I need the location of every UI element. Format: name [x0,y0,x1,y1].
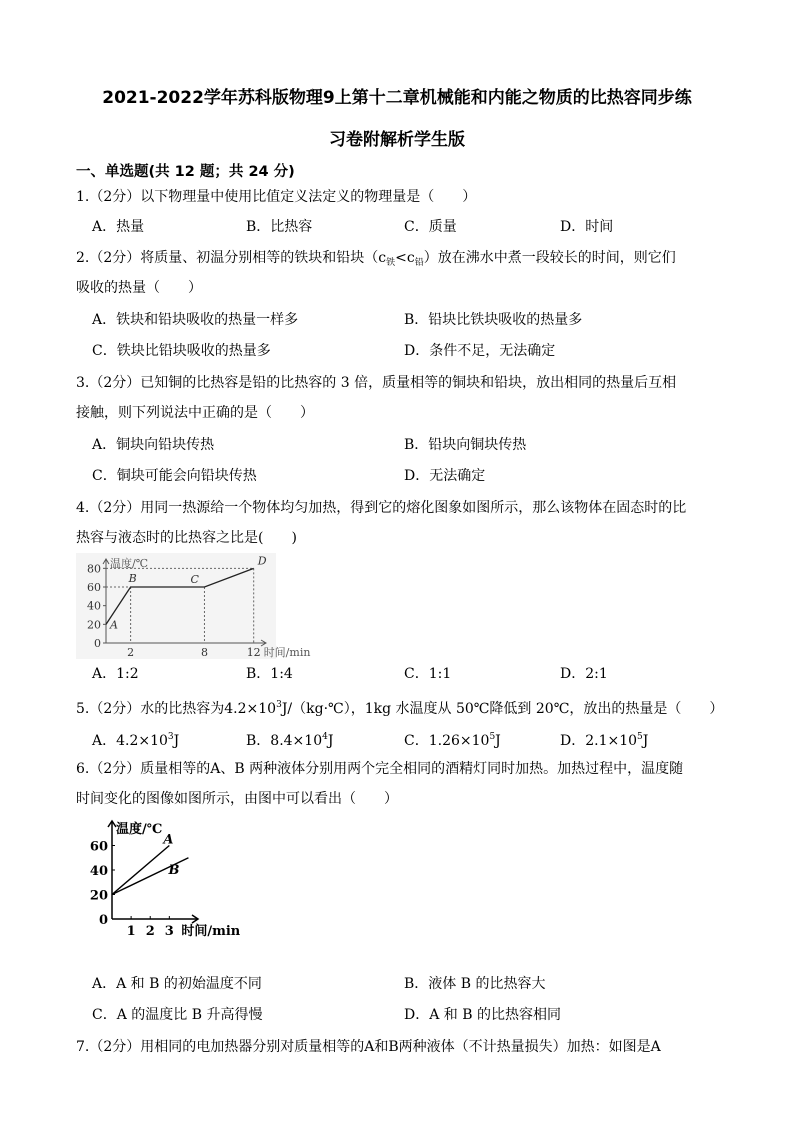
point-label-d: D [257,554,267,568]
question-2-stem-line-2: 吸收的热量（ ） [76,280,202,296]
question-6-option-a: A．A 和 B 的初始温度不同 [92,976,262,992]
question-3-stem: 3.（2分）已知铜的比热容是铅的比热容的 3 倍，质量相等的铜块和铅块，放出相同的热量后互相 [76,375,677,391]
x-tick-label: 2 [127,646,135,659]
question-2-stem: 2.（2分）将质量、初温分别相等的铁块和铅块$(c_铁<c_铅)$放在沸水中煮一段较长的时间，则它们 [76,250,676,268]
question-4-option-b: B．1:4 [246,666,293,682]
y-tick-label: 20 [87,618,101,632]
question-6-option-d: D．A 和 B 的比热容相同 [404,1007,561,1023]
y-tick-label: 0 [94,637,101,650]
point-label-c: C [190,573,199,586]
question-6-stem: 6.（2分）质量相等的A、B 两种液体分别用两个完全相同的酒精灯同时加热。加热过程中，温度随 [76,761,684,777]
y-tick-label: 0 [98,913,108,928]
y-tick-label: 20 [89,888,108,904]
question-7-stem: 7.（2分）用相同的电加热器分别对质量相等的A和B两种液体（不计热量损失）加热：如图是A [76,1039,661,1055]
x-axis-label: 时间/min [181,924,241,939]
y-tick-label: 60 [87,581,101,594]
question-2-option-c: C．铁块比铅块吸收的热量多 [92,343,271,359]
question-5-option-b: B．$8.4\times 10^4J$ [246,732,334,749]
question-2-option-b: B．铅块比铁块吸收的热量多 [404,312,583,328]
temperature-time-graph [80,815,270,937]
question-1-option-a: A．热量 [92,219,145,235]
question-3-option-d: D．无法确定 [404,468,486,484]
question-5-option-d: D．$2.1\times 10^5J$ [560,732,649,749]
question-5-option-c: C．$1.26\times 10^5J$ [404,732,501,749]
x-axis-label: 时间/min [263,646,311,659]
question-4-option-d: D．2:1 [560,666,608,682]
chart-ticks [90,840,174,940]
section-heading: 一、单选题(共 12 题；共 24 分) [76,164,295,180]
question-1-option-b: B．比热容 [246,219,313,235]
y-tick-label: 80 [87,562,101,576]
question-1-option-d: D．时间 [560,219,614,235]
y-axis-label: 温度/℃ [116,822,163,837]
x-tick-label: 2 [145,924,155,939]
question-6-option-b: B．液体 B 的比热容大 [404,976,546,992]
question-1-stem: 1.（2分）以下物理量中使用比值定义法定义的物理量是（ ） [76,189,477,205]
question-1-option-c: C．质量 [404,219,457,235]
question-4-stem-line-2: 热容与液态时的比热容之比是( ) [76,530,297,546]
point-label-b: B [128,572,137,585]
question-4-option-c: C．1:1 [404,666,452,682]
point-label-a: A [110,618,118,632]
question-5-stem: 5.（2分）水的比热容为$4.2\times 10^3J/(kg\cdot℃)$，1kg 水温度从 50℃降低到 20℃，放出的热量是（ ） [76,700,724,717]
question-2-option-a: A．铁块和铅块吸收的热量一样多 [92,312,299,328]
question-4-option-a: A．1:2 [92,666,139,682]
document-title-line-2: 习卷附解析学生版 [329,130,465,150]
series-label-a: A [163,832,174,848]
y-tick-label: 60 [89,839,108,855]
question-3-option-a: A．铜块向铅块传热 [92,437,215,453]
question-4-stem: 4.（2分）用同一热源给一个物体均匀加热，得到它的熔化图象如图所示，那么该物体在固态时的比 [76,500,687,516]
x-tick-label: 8 [200,646,208,659]
document-title-line-1: 2021-2022学年苏科版物理9上第十二章机械能和内能之物质的比热容同步练 [102,88,692,108]
chart-series [112,833,188,895]
series-line-a [112,846,169,895]
question-6-stem-line-2: 时间变化的图像如图所示，由图中可以看出（ ） [76,791,398,807]
series-label-b: B [168,862,180,878]
x-tick-label: 12 [246,646,261,659]
x-tick-label: 1 [126,924,136,939]
melting-graph [76,553,311,659]
question-5-option-a: A．$4.2\times 10^3J$ [92,732,180,749]
question-3-stem-line-2: 接触，则下列说法中正确的是（ ） [76,405,314,421]
x-tick-label: 3 [164,924,174,939]
y-axis-label: 温度/℃ [110,557,149,570]
question-2-option-d: D．条件不足，无法确定 [404,343,556,359]
y-tick-label: 40 [87,599,101,613]
y-tick-label: 40 [89,864,108,879]
question-3-option-c: C．铜块可能会向铅块传热 [92,468,257,484]
question-6-option-c: C．A 的温度比 B 升高得慢 [92,1007,263,1023]
question-3-option-b: B．铅块向铜块传热 [404,437,527,453]
